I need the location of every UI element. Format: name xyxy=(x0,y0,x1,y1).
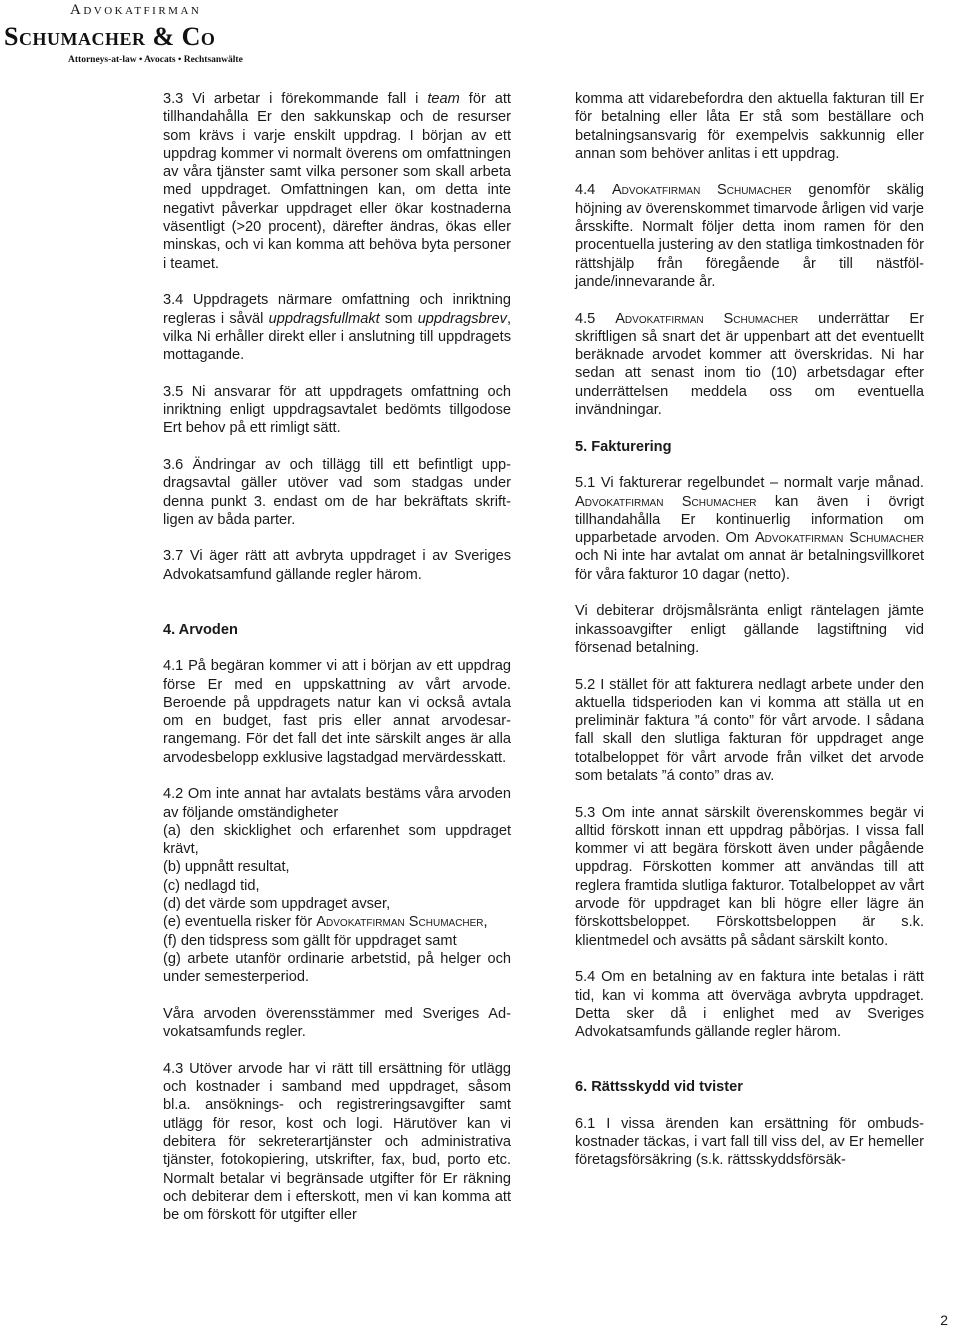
paragraph-6-1: 6.1 I vissa ärenden kan ersättning för ombudskostnader täckas, i vart fall till viss del, av Er hemeller företagsförsäkring (s.k. rättsskyddsförsäk- xyxy=(575,1115,924,1169)
paragraph-5-1: 5.1 Vi fakturerar regelbundet – normalt varje månad. Advokatfirman Schumacher kan även i övrigt tillhandahålla Er kontinuerlig information om upparbetade arvoden. Om Advokatfirman Schumacher och Ni inte har avtalat om annat är betalningsvillkoret för våra fakturor 10 dagar (netto). xyxy=(575,475,925,583)
paragraph-4-1: 4.1 På begäran kommer vi att i början av ett uppdrag förse Er med en uppskattning av vårt arvode. Beroende på uppdragets natur kan vi också avtala om en budget, fast pris eller annat arvodesarrangemang. För det fall det inte särskilt anges är alla arvodesbelopp exklusive lagstadgad mervärdesskatt. xyxy=(163,658,511,766)
paragraph-4-3-continued: komma att vidarebefordra den aktuella fakturan till Er för betalning eller låta Er stå som beställare och betalningsansvarig för exempelvis sakkunnig eller annan som behöver anlitas i ett uppdrag. xyxy=(575,91,924,162)
letterhead-subtitle: Attorneys-at-law • Avocats • Rechtsanwälte xyxy=(68,55,243,65)
paragraph-3-7: 3.7 Vi äger rätt att avbryta uppdraget i av Sveriges Advokatsamfund gällande regler härom. xyxy=(163,548,511,583)
page-number: 2 xyxy=(940,1312,948,1328)
paragraph-3-5: 3.5 Ni ansvarar för att uppdragets omfattning och inriktning enligt uppdragsavtalet bedömts tillgodose Ert behov på ett rimligt sätt. xyxy=(163,383,511,437)
letterhead-top: Advokatfirman xyxy=(70,2,202,18)
paragraph-4-2-end: Våra arvoden överensstämmer med Sveriges Advokatsamfunds regler. xyxy=(163,1005,511,1041)
paragraph-4-2: 4.2 Om inte annat har avtalats bestäms våra arvoden av följande omständigheter (a) den skicklighet och erfarenhet som uppdraget krävt, (b) uppnått resultat, (c) nedlagd tid, (d) det värde som uppdraget avser, (e) eventuella risker för Advokatfirman Schumacher, (f) den tidspress som gällt för uppdraget samt (g) arbete utanför ordinarie arbetstid, på helger och under semesterperiod. xyxy=(163,786,511,986)
paragraph-4-4: 4.4 Advokatfirman Schumacher genomför skälig höjning av överenskommet timarvode årligen vid varje årsskifte. Normalt följer detta inom ramen för den procentuella justering av den statliga timkostnaden för rättshjälp från föregående år till nästföljande/innevarande år. xyxy=(575,182,925,290)
paragraph-3-3: 3.3 Vi arbetar i förekommande fall i team för att tillhandahålla Er den sakkunskap och de resurser som krävs i varje enskilt uppdrag. I början av ett uppdrag kommer vi normalt överens om omfattningen av våra tjänster samt vilka personer som skall arbeta med uppdraget. Omfattningen kan, om detta inte negativt påverkar uppdraget eller ökar kostnaderna väsentligt (>20 procent), därefter ändras, ökas eller minskas, och vi kan komma att behöva byta personer i teamet. xyxy=(163,91,511,272)
paragraph-5-2: 5.2 I stället för att fakturera nedlagt arbete under den aktuella tidsperioden kan vi komma att ställa ut en preliminär faktura ”á conto” för vårt arvode. I sådana fall skall den slutliga fakturan för uppdraget ange totalbeloppet för vårt arvode från vilket det arvode som betalats ”á conto” dras av. xyxy=(575,676,924,784)
heading-rattsskydd: 6. Rättsskydd vid tvister xyxy=(575,1079,743,1096)
paragraph-4-5: 4.5 Advokatfirman Schumacher underrättar Er skriftligen så snart det är uppenbart att det eventuellt beräknade arvodet kommer att överskridas. Ni har sedan att senast inom tio (10) arbetsdagar efter underrättelsen meddela oss om eventuella invändningar. xyxy=(575,310,925,419)
heading-arvoden: 4. Arvoden xyxy=(163,621,238,638)
paragraph-5-4: 5.4 Om en betalning av en faktura inte betalas i rätt tid, kan vi komma att överväga avbryta uppdraget. Detta sker då i enlighet med av Sveriges Advokatsamfunds gällande regler härom. xyxy=(575,969,924,1041)
heading-fakturering: 5. Fakturering xyxy=(575,438,672,455)
paragraph-3-6: 3.6 Ändringar av och tillägg till ett befintligt uppdragsavtal gäller utöver vad som stadgas under denna punkt 3. endast om de har bekräftats skriftligen av båda parter. xyxy=(163,456,511,528)
paragraph-3-4: 3.4 Uppdragets närmare omfattning och inriktning regleras i såväl uppdragsfullmakt som uppdragsbrev, vilka Ni erhåller direkt eller i anslutning till uppdragets mottagande. xyxy=(163,292,511,364)
paragraph-5-1-interest: Vi debiterar dröjsmålsränta enligt räntelagen jämte inkassoavgifter enligt gällande lagstiftning vid försenad betalning. xyxy=(575,603,924,656)
paragraph-5-3: 5.3 Om inte annat särskilt överenskommes begär vi alltid förskott innan ett uppdrag påbörjas. I vissa fall kommer vi att begära förskott även under pågående uppdrag. Förskotten kommer att användas till att reglera framtida slutliga fakturor. Totalbeloppet av vårt arvode för uppdraget kan bli högre eller lägre än förskottsbeloppet. Förskottsbeloppen är s.k. klientmedel och avsätts på sådant särskilt konto. xyxy=(575,804,924,949)
right-column xyxy=(575,90,924,1188)
firm-logo-name: Schumacher & Co xyxy=(4,22,216,51)
paragraph-4-3: 4.3 Utöver arvode har vi rätt till ersättning för utlägg och kostnader i samband med uppdraget, såsom bl.a. ansöknings- och registreringsavgifter samt utlägg för resor, kost och logi. Härutöver kan vi debitera för sekreterartjänster och administrativa tjänster, fotokopiering, utskrifter, fax, bud, porto etc. Normalt betalar vi begränsade utgifter för Er räkning och debiterar dem i efterskott, men vi kan komma att be om förskott för utgifter eller xyxy=(163,1060,511,1224)
left-column xyxy=(163,90,511,1243)
